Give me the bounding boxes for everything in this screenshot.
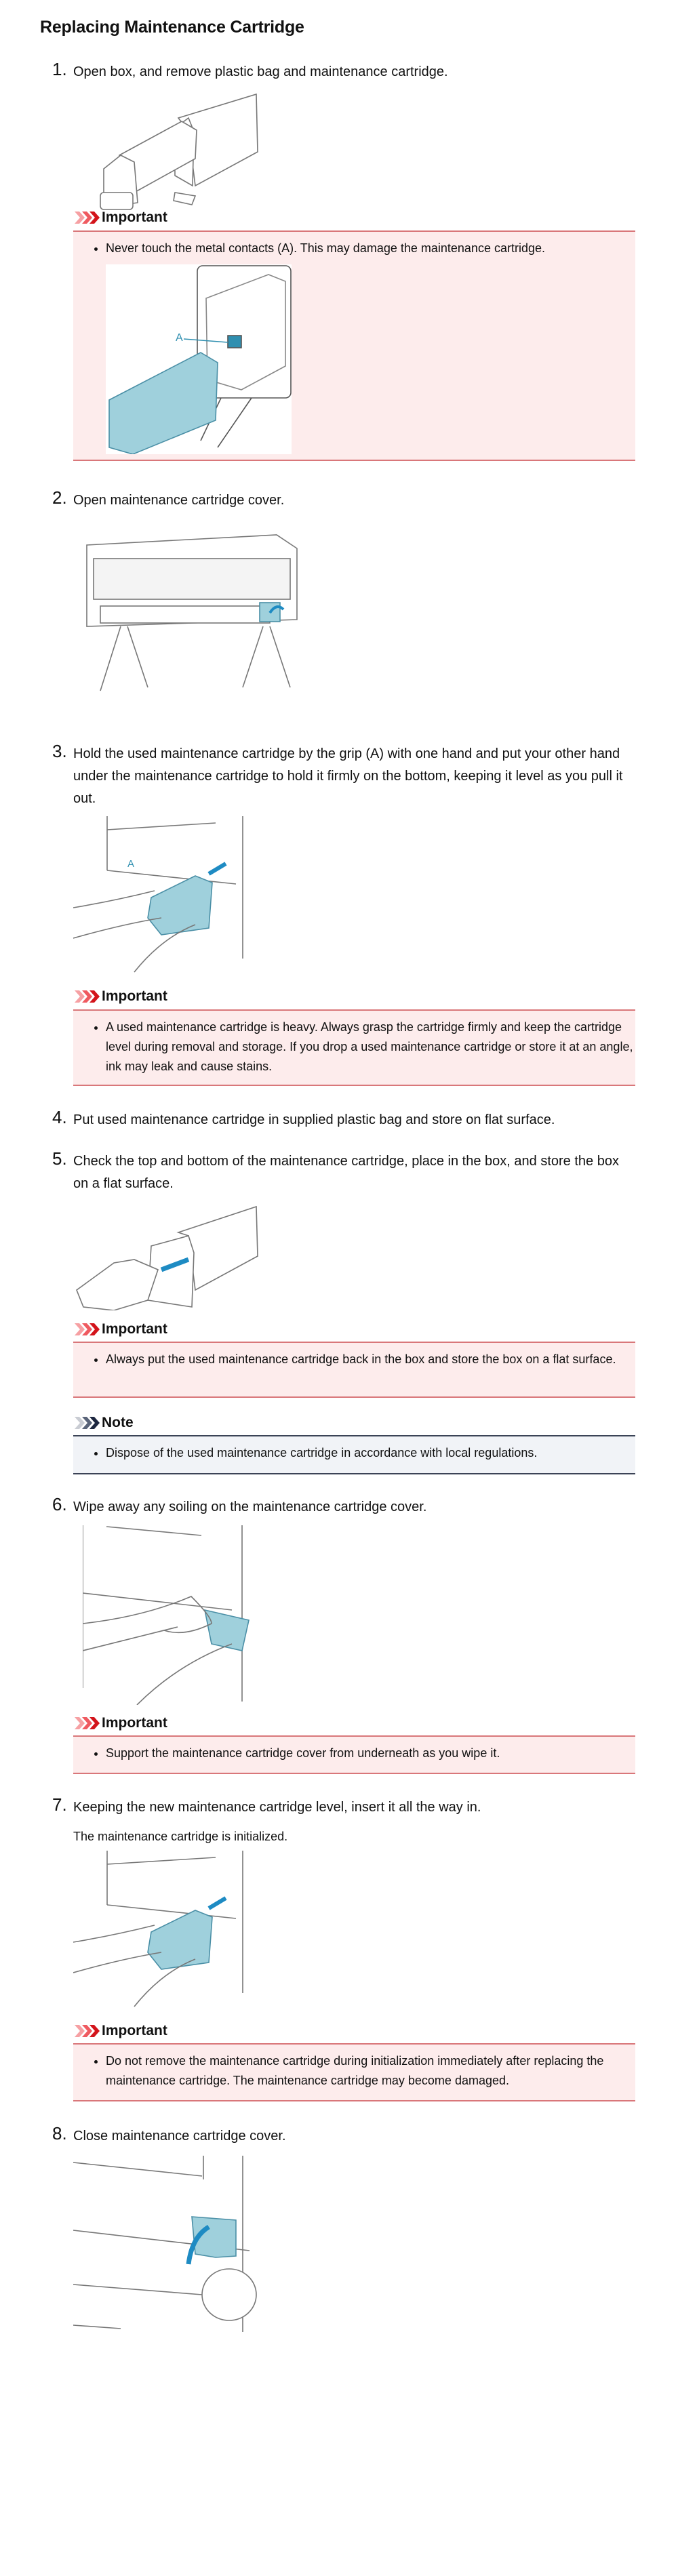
step-4 xyxy=(52,1109,635,1131)
step-text: Put used maintenance cartridge in supplied plastic bag and store on flat surface. xyxy=(73,1112,555,1127)
illustration-metal-contacts xyxy=(106,264,292,454)
step-text: Open box, and remove plastic bag and maintenance cartridge. xyxy=(73,64,448,79)
note-heading xyxy=(73,1415,134,1431)
important-box xyxy=(73,230,635,461)
important-box xyxy=(73,2043,635,2101)
page-title: Replacing Maintenance Cartridge xyxy=(40,18,304,37)
illustration-close-cover xyxy=(73,2156,260,2342)
note-chevrons-icon xyxy=(73,1415,100,1430)
step-subtext: The maintenance cartridge is initialized. xyxy=(73,1830,288,1843)
important-heading xyxy=(73,988,167,1005)
illustration-unpack-cartridge xyxy=(73,91,270,213)
callout-a: A xyxy=(127,858,135,870)
step-text: Wipe away any soiling on the maintenance cartridge cover. xyxy=(73,1500,427,1514)
step-text: Close maintenance cartridge cover. xyxy=(73,2129,286,2144)
step-number: 8. xyxy=(52,2123,67,2144)
step-7 xyxy=(52,1796,635,1847)
step-text: Open maintenance cartridge cover. xyxy=(73,493,285,508)
illustration-insert-cartridge xyxy=(73,1851,253,2008)
step-number: 7. xyxy=(52,1794,67,1815)
important-chevrons-icon xyxy=(73,1322,100,1337)
important-box xyxy=(73,1342,635,1398)
step-text: Keeping the new maintenance cartridge level, insert it all the way in. xyxy=(73,1800,481,1815)
important-item: • A used maintenance cartridge is heavy. Always grasp the cartridge firmly and keep the cartridge level during removal and storage. If you drop a used maintenance cartridge or store it at an angle, ink may leak and cause stains. xyxy=(106,1018,635,1076)
important-label: Important xyxy=(102,209,167,225)
note-label: Note xyxy=(102,1415,134,1430)
important-heading xyxy=(73,209,167,226)
step-number: 6. xyxy=(52,1494,67,1514)
important-heading xyxy=(73,2023,167,2039)
step-number: 3. xyxy=(52,741,67,761)
step-number: 4. xyxy=(52,1107,67,1127)
step-5 xyxy=(52,1150,635,1195)
illustration-store-cartridge xyxy=(73,1205,263,1310)
step-text: Check the top and bottom of the maintenance cartridge, place in the box, and store the box on a flat surface. xyxy=(73,1154,619,1191)
illustration-wipe-cover xyxy=(83,1525,252,1705)
step-number: 1. xyxy=(52,59,67,79)
important-chevrons-icon xyxy=(73,2024,100,2038)
important-chevrons-icon xyxy=(73,210,100,225)
important-box xyxy=(73,1735,635,1774)
step-8 xyxy=(52,2125,635,2148)
step-6 xyxy=(52,1496,635,1518)
important-item: • Do not remove the maintenance cartridge during initialization immediately after replacing the maintenance cartridge. The maintenance cartridge may become damaged. xyxy=(106,2051,635,2091)
important-item: • Support the maintenance cartridge cover from underneath as you wipe it. xyxy=(106,1744,635,1763)
important-chevrons-icon xyxy=(73,1716,100,1731)
important-box xyxy=(73,1009,635,1086)
important-label: Important xyxy=(102,2023,167,2038)
important-label: Important xyxy=(102,988,167,1004)
illustration-open-cover xyxy=(73,518,311,696)
step-2 xyxy=(52,489,635,512)
step-number: 5. xyxy=(52,1148,67,1169)
step-1 xyxy=(52,61,635,83)
step-number: 2. xyxy=(52,487,67,508)
important-label: Important xyxy=(102,1715,167,1731)
step-3 xyxy=(52,743,635,810)
important-heading xyxy=(73,1715,167,1731)
note-item: • Dispose of the used maintenance cartridge in accordance with local regulations. xyxy=(106,1443,635,1463)
important-label: Important xyxy=(102,1321,167,1337)
important-heading xyxy=(73,1321,167,1337)
illustration-remove-cartridge xyxy=(73,816,253,979)
important-item: • Never touch the metal contacts (A). This may damage the maintenance cartridge. xyxy=(106,239,635,258)
important-chevrons-icon xyxy=(73,989,100,1004)
callout-a: A xyxy=(176,332,183,344)
note-box xyxy=(73,1435,635,1474)
important-item: • Always put the used maintenance cartridge back in the box and store the box on a flat surface. xyxy=(106,1350,635,1369)
step-text: Hold the used maintenance cartridge by the grip (A) with one hand and put your other hand under the maintenance cartridge to hold it firmly on the bottom, keeping it level as you pull it out. xyxy=(73,746,623,806)
